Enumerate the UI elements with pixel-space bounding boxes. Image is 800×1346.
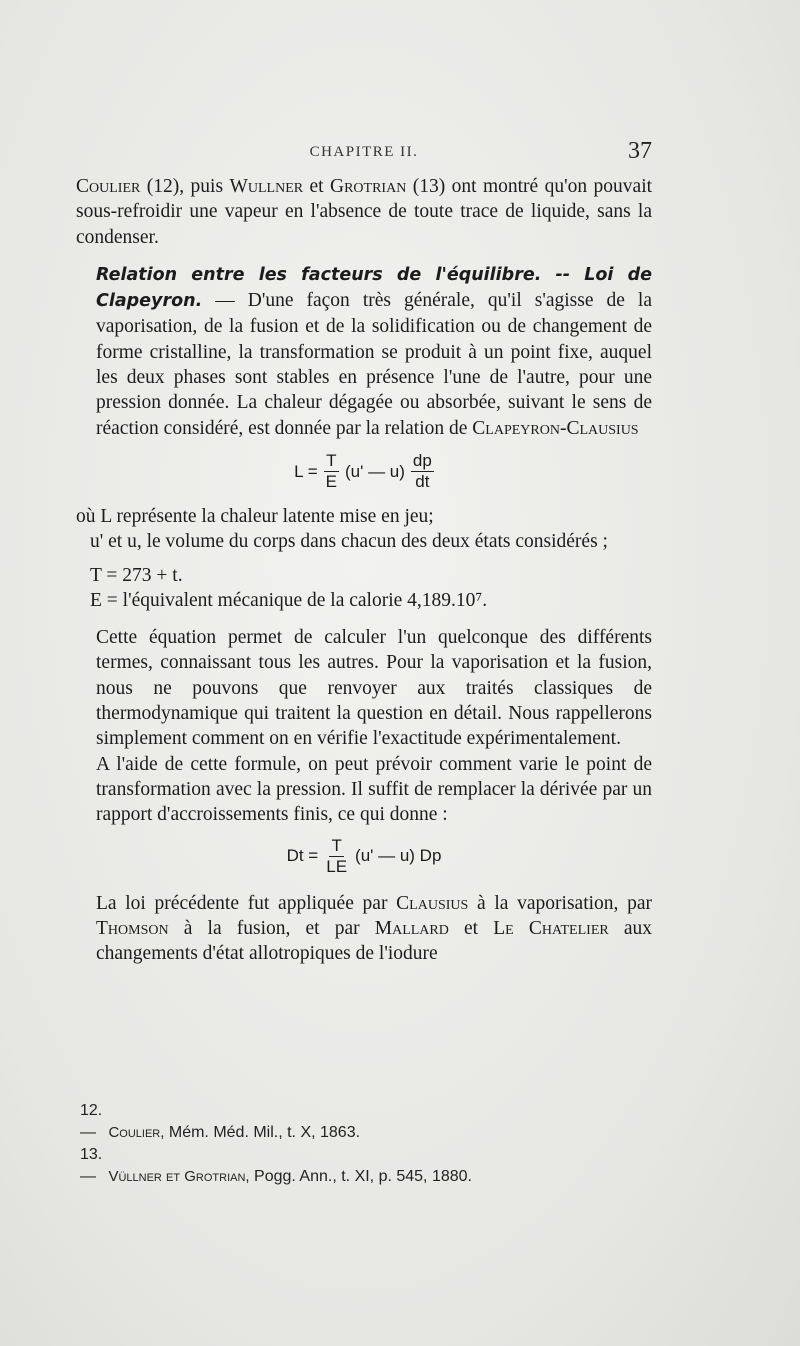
page-header — [76, 140, 652, 170]
author-wullner: Wullner — [229, 176, 304, 197]
formula1-middle: (u' — u) — [344, 461, 405, 481]
footnote-13-text: Pogg. Ann., t. XI, p. 545, 1880. — [254, 1168, 472, 1185]
formula1-t-den: E — [325, 471, 337, 491]
author-grotrian: Grotrian — [330, 176, 407, 197]
intro-and: et — [309, 176, 324, 197]
page-number: 37 — [628, 138, 652, 164]
formula2-num: T — [331, 835, 342, 855]
definition-line-3: T = 273 + t. — [90, 564, 183, 586]
page-body — [76, 174, 652, 966]
p4-start: La loi précédente fut appliquée par — [96, 892, 388, 914]
author-coulier: Coulier — [76, 176, 141, 197]
p4-mid1: à la vaporisation, par — [477, 892, 653, 914]
author-clausius: Clausius — [396, 892, 469, 914]
footnote-13-author: Vüllner et Grotrian, — [108, 1168, 250, 1185]
footnote-13 — [80, 1144, 640, 1188]
formula1-d-num: dp — [412, 450, 432, 470]
author-le-chatelier: Le Chatelier — [493, 917, 609, 939]
footnote-13-number: 13.— — [80, 1146, 103, 1185]
running-head: CHAPITRE II. — [309, 144, 419, 160]
intro-paragraph — [76, 174, 652, 250]
footnotes — [80, 1100, 640, 1188]
formula2-lhs: Dt = — [286, 846, 319, 866]
formula1-lhs: L = — [294, 461, 318, 481]
definition-line-1: où L représente la chaleur latente mise en jeu; — [76, 505, 434, 527]
clapeyron-formula — [76, 451, 652, 492]
paragraph-3: A l'aide de cette formule, on peut prévoir comment varie le point de transformation avec la pression. Il suffit de remplacer la dérivée par un rapport d'accroissements finis, ce qui donne : — [96, 753, 652, 826]
formula2-rest: (u' — u) Dp — [355, 846, 442, 866]
intro-rest: (13) ont montré qu'on pouvait sous-refroidir une vapeur en l'absence de toute trace de liquide, sans la condenser. — [76, 176, 653, 248]
formula2-den: LE — [326, 856, 348, 876]
paragraph-4 — [76, 891, 652, 967]
formula1-fraction-t-e — [324, 451, 339, 492]
footnote-12-author: Coulier, — [108, 1124, 165, 1141]
formula2-fraction — [324, 836, 349, 877]
author-thomson: Thomson — [96, 917, 169, 939]
section-heading: Relation entre les facteurs de l'équilibre. -- Loi de Clapeyron. — [96, 264, 652, 312]
footnote-12-text: Mém. Méd. Mil., t. X, 1863. — [168, 1124, 361, 1141]
author-clapeyron-clausius: Clapeyron-Clausius — [472, 417, 639, 439]
formula1-fraction-dp-dt — [411, 451, 434, 492]
formula1-d-den: dt — [415, 471, 430, 491]
definition-line-4: E = l'équivalent mécanique de la calorie 4,189.10⁷. — [90, 589, 488, 611]
author-mallard: Mallard — [374, 917, 449, 939]
section-paragraph — [76, 262, 652, 441]
intro-ref1: (12), puis — [146, 176, 224, 197]
footnote-12-number: 12.— — [80, 1102, 103, 1141]
dt-formula — [76, 836, 652, 877]
footnote-12 — [80, 1100, 640, 1144]
paragraph-2: Cette équation permet de calculer l'un quelconque des différents termes, connaissant tous les autres. Pour la vaporisation et la fusion, nous ne pouvons que renvoyer aux traités classiques de thermodynamique qui traitent la question en détail. Nous rappellerons simplement comment on en vérifie l'exactitude expérimentalement. — [96, 627, 652, 750]
section-text: — D'une façon très générale, qu'il s'agisse de la vaporisation, de la fusion et de la solidification ou de changement de forme cristalline, la transformation se produit à un point fixe, auquel les deux phases sont stables en présence l'une de l'autre, pour une pression donnée. La chaleur dégagée ou absorbée, suivant le sens de réaction considéré, est donnée par la relation de — [96, 290, 653, 439]
definition-line-2: u' et u, le volume du corps dans chacun des deux états considérés ; — [90, 531, 608, 553]
p4-mid2: à la fusion, et par — [183, 917, 360, 939]
p4-end: aux changements d'état allotropiques de l'iodure — [96, 917, 653, 965]
formula1-t-num: T — [326, 450, 337, 470]
p4-and: et — [464, 917, 479, 939]
